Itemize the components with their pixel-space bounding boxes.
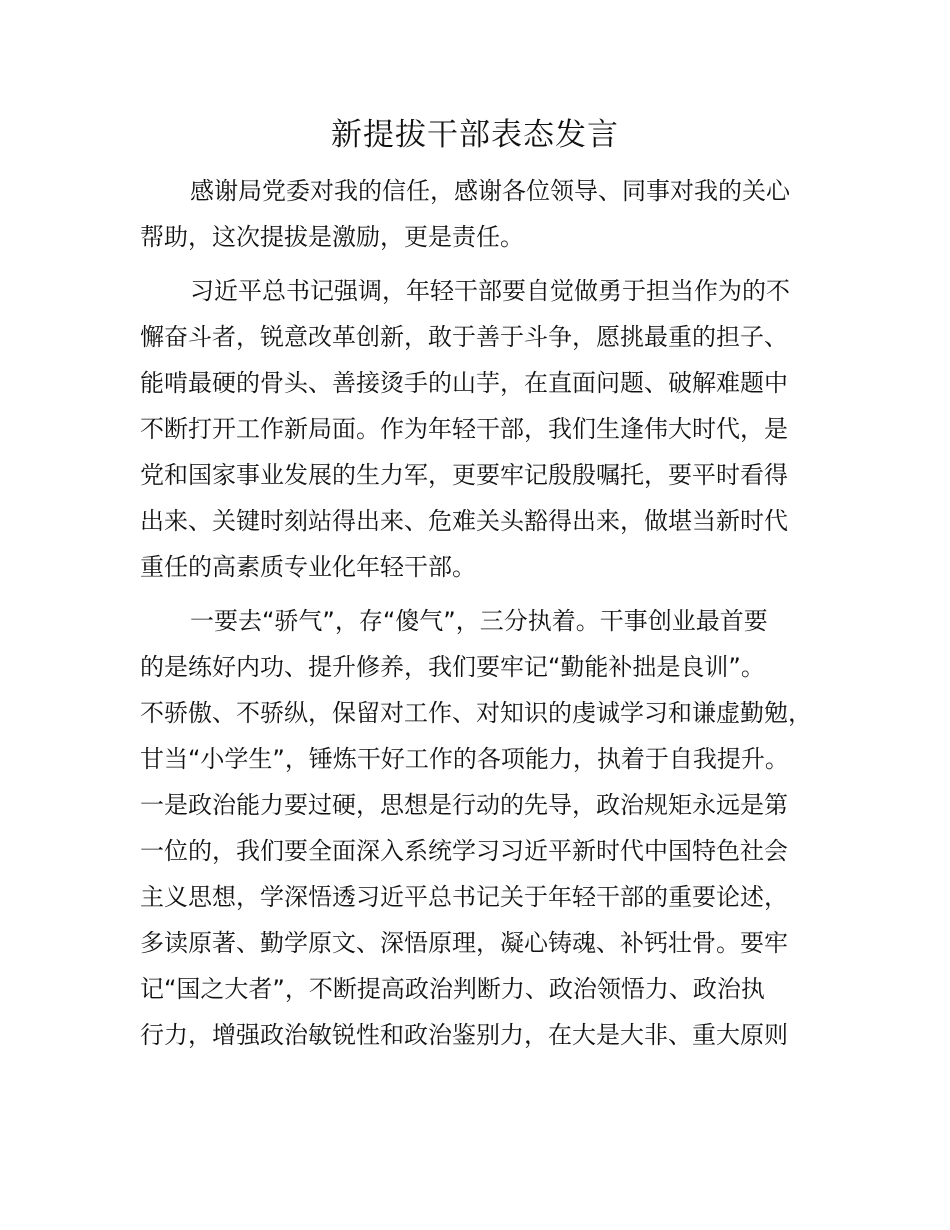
text-line: 的是练好内功、提升修养，我们要牢记“勤能补拙是良训”。 bbox=[140, 653, 765, 681]
paragraph-gap bbox=[140, 260, 840, 268]
paragraph-gap bbox=[140, 590, 840, 598]
text-line: 一位的，我们要全面深入系统学习习近平新时代中国特色社会 bbox=[140, 837, 788, 865]
text-line: 行力，增强政治敏锐性和政治鉴别力，在大是大非、重大原则 bbox=[140, 1021, 788, 1049]
paragraph bbox=[140, 598, 840, 1058]
text-line: 党和国家事业发展的生力军，更要牢记殷殷嘱托，要平时看得 bbox=[140, 461, 788, 489]
paragraph bbox=[140, 168, 840, 260]
text-line: 记“国之大者”，不断提高政治判断力、政治领悟力、政治执 bbox=[140, 975, 765, 1003]
text-line: 主义思想，学深悟透习近平总书记关于年轻干部的重要论述， bbox=[140, 883, 788, 911]
text-line: 重任的高素质专业化年轻干部。 bbox=[140, 553, 476, 581]
text-line: 能啃最硬的骨头、善接烫手的山芋，在直面问题、破解难题中 bbox=[140, 369, 788, 397]
document-body bbox=[140, 168, 840, 1058]
text-line: 习近平总书记强调，年轻干部要自觉做勇于担当作为的不 bbox=[190, 277, 790, 305]
text-line: 甘当“小学生”，锤炼干好工作的各项能力，执着于自我提升。 bbox=[140, 745, 789, 773]
document-title: 新提拔干部表态发言 bbox=[331, 117, 619, 153]
text-line: 一要去“骄气”，存“傻气”，三分执着。干事创业最首要 bbox=[190, 607, 768, 635]
text-line: 懈奋斗者，锐意改革创新，敢于善于斗争，愿挑最重的担子、 bbox=[140, 323, 788, 351]
text-line: 不骄傲、不骄纵，保留对工作、对知识的虔诚学习和谦虚勤勉， bbox=[140, 699, 812, 727]
text-line: 多读原著、勤学原文、深悟原理，凝心铸魂、补钙壮骨。要牢 bbox=[140, 929, 788, 957]
text-line: 感谢局党委对我的信任，感谢各位领导、同事对我的关心 bbox=[190, 177, 790, 205]
text-line: 出来、关键时刻站得出来、危难关头豁得出来，做堪当新时代 bbox=[140, 507, 788, 535]
text-line: 不断打开工作新局面。作为年轻干部，我们生逢伟大时代，是 bbox=[140, 415, 788, 443]
text-line: 帮助，这次提拔是激励，更是责任。 bbox=[140, 223, 524, 251]
paragraph bbox=[140, 268, 840, 590]
text-line: 一是政治能力要过硬，思想是行动的先导，政治规矩永远是第 bbox=[140, 791, 788, 819]
